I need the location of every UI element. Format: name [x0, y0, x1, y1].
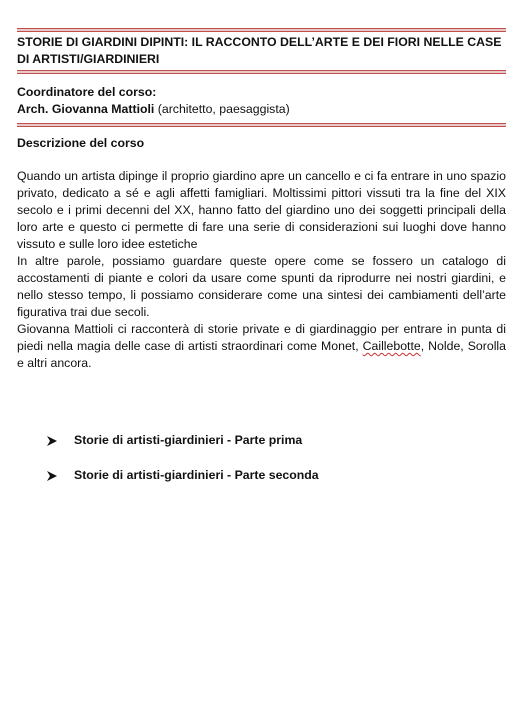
- list-item: [46, 467, 319, 484]
- coordinator-line: [17, 101, 290, 118]
- document-title: STORIE DI GIARDINI DIPINTI: IL RACCONTO DELL’ARTE E DEI FIORI NELLE CASE DI ARTISTI/GIARDINIERI: [17, 35, 502, 66]
- paragraph-1: Quando un artista dipinge il proprio giardino apre un cancello e ci fa entrare in uno spazio privato, dedicato a sé e agli affetti famigliari. Moltissimi pittori vissuti tra la fine del XIX secolo e i primi decenni del XX, hanno fatto del giardino uno dei soggetti principali della loro arte e questo ci permette di fare una serie di considerazioni sui luoghi dove hanno vissuto e sulle loro idee estetiche: [17, 169, 506, 251]
- paragraph-3-before: Giovanna Mattioli ci racconterà di storie private e di giardinaggio per entrare in punta di piedi nella magia delle case di artisti straordinari come Monet,: [17, 322, 506, 353]
- description-body: [17, 168, 506, 372]
- spellcheck-flagged-word[interactable]: Caillebotte: [362, 339, 421, 353]
- paragraph-2: In altre parole, possiamo guardare queste opere come se fossero un catalogo di accostamenti di piante e colori da usare come spunti da riprodurre nei nostri giardini, e nello stesso tempo, li possiamo considerare come una sintesi dei cambiamenti dell’arte figurativa trai due secoli.: [17, 254, 506, 319]
- arrowhead-bullet-icon: [46, 470, 58, 482]
- paragraph-3-after: , Nolde, Sorolla e altri ancora.: [17, 339, 506, 370]
- arrowhead-bullet-icon: [46, 435, 58, 447]
- coordinator-rule: [17, 123, 506, 127]
- title-rule: [17, 70, 506, 74]
- coordinator-name: Arch. Giovanna Mattioli: [17, 102, 155, 116]
- bullet-label: Storie di artisti-giardinieri - Parte seconda: [74, 468, 319, 482]
- paragraph-3: [17, 321, 506, 372]
- top-rule: [17, 28, 506, 32]
- description-label: Descrizione del corso: [17, 136, 145, 150]
- coordinator-label: Coordinatore del corso:: [17, 85, 157, 99]
- coordinator-role: (architetto, paesaggista): [154, 102, 290, 116]
- bullet-label: Storie di artisti-giardinieri - Parte prima: [74, 433, 303, 447]
- list-item: [46, 432, 302, 449]
